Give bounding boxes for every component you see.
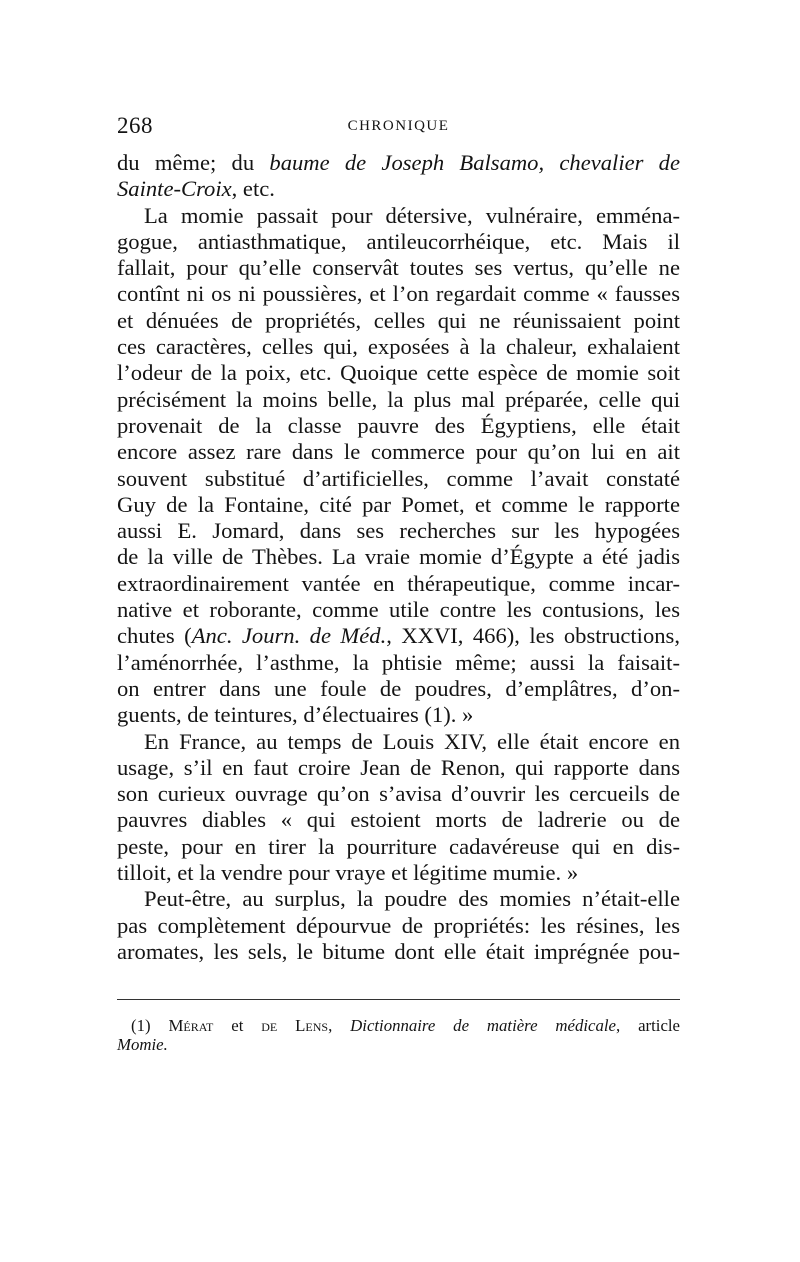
body-text bbox=[117, 150, 680, 965]
text-line: pas complètement dépourvue de propriétés: les résines, les bbox=[117, 912, 680, 938]
text-line: extraordinairement vantée en thérapeutique, comme incar- bbox=[117, 570, 680, 596]
footnote-author: Mérat bbox=[168, 1016, 214, 1035]
running-head: CHRONIQUE bbox=[347, 118, 450, 134]
text-line: usage, s’il en faut croire Jean de Renon, qui rapporte dans bbox=[117, 754, 680, 780]
text-line: pauvres diables « qui estoient morts de ladrerie ou de bbox=[117, 807, 680, 833]
text-line: La momie passait pour détersive, vulnéraire, emména- bbox=[144, 202, 680, 228]
text-line: Peut-être, au surplus, la poudre des momies n’était-elle bbox=[144, 886, 680, 912]
footnote bbox=[117, 1016, 680, 1054]
text-run: , etc. bbox=[231, 176, 275, 202]
text-line: fallait, pour qu’elle conservât toutes ses vertus, qu’elle ne bbox=[117, 255, 680, 281]
text-run: baume de Joseph Balsamo, chevalier de bbox=[269, 150, 680, 175]
text-line: peste, pour en tirer la pourriture cadavéreuse qui en dis- bbox=[117, 833, 680, 859]
footnote-author: de Lens bbox=[261, 1016, 329, 1035]
text-line: encore assez rare dans le commerce pour qu’on lui en ait bbox=[117, 439, 680, 465]
text-run: , XXVI, 466), les obstructions, bbox=[386, 623, 680, 649]
text-line: tilloit, et la vendre pour vraye et légitime mumie. » bbox=[117, 860, 579, 886]
text-line bbox=[117, 150, 680, 176]
footnote-connector: et bbox=[213, 1016, 262, 1035]
text-line: native et roborante, comme utile contre les contusions, les bbox=[117, 597, 680, 623]
text-line: aussi E. Jomard, dans ses recherches sur les hypogées bbox=[117, 518, 680, 544]
footnote-rest: , article bbox=[616, 1016, 680, 1035]
text-line: l’aménorrhée, l’asthme, la phtisie même; aussi la faisait- bbox=[117, 649, 680, 675]
text-run: Sainte-Croix bbox=[117, 176, 232, 202]
text-run: Anc. Journ. de Méd. bbox=[191, 623, 387, 649]
text-run: du même; du bbox=[117, 150, 270, 175]
text-line: et dénuées de propriétés, celles qui ne réunissaient point bbox=[117, 307, 680, 333]
text-line bbox=[117, 176, 680, 202]
text-line: ces caractères, celles qui, exposées à la chaleur, exhalaient bbox=[117, 334, 680, 360]
text-line: de la ville de Thèbes. La vraie momie d’Égypte a été jadis bbox=[117, 544, 680, 570]
text-line bbox=[117, 623, 680, 649]
footnote-line bbox=[117, 1016, 680, 1035]
text-line: l’odeur de la poix, etc. Quoique cette espèce de momie soit bbox=[117, 360, 680, 386]
text-line: précisément la moins belle, la plus mal préparée, celle qui bbox=[117, 386, 680, 412]
text-line: guents, de teintures, d’électuaires (1). » bbox=[117, 702, 474, 728]
footnote-line: Momie. bbox=[117, 1035, 168, 1054]
text-line: Guy de la Fontaine, cité par Pomet, et comme le rapporte bbox=[117, 491, 680, 517]
text-line: souvent substitué d’artificielles, comme l’avait constaté bbox=[117, 465, 680, 491]
text-line: En France, au temps de Louis XIV, elle était encore en bbox=[144, 728, 680, 754]
text-line: aromates, les sels, le bitume dont elle était imprégnée pou- bbox=[117, 938, 680, 964]
text-line: son curieux ouvrage qu’on s’avisa d’ouvrir les cercueils de bbox=[117, 781, 680, 807]
page-number: 268 bbox=[117, 113, 153, 138]
footnote-comma: , bbox=[328, 1016, 351, 1035]
page-header bbox=[117, 113, 680, 143]
text-line: contînt ni os ni poussières, et l’on regardait comme « fausses bbox=[117, 281, 680, 307]
footnote-number: (1) bbox=[131, 1016, 169, 1035]
text-line: provenait de la classe pauvre des Égyptiens, elle était bbox=[117, 412, 680, 438]
footnote-title: Dictionnaire de matière médicale bbox=[350, 1016, 616, 1035]
footnote-divider bbox=[117, 999, 680, 1000]
text-line: gogue, antiasthmatique, antileucorrhéique, etc. Mais il bbox=[117, 228, 680, 254]
text-line: on entrer dans une foule de poudres, d’emplâtres, d’on- bbox=[117, 675, 680, 701]
text-run: chutes ( bbox=[117, 623, 192, 649]
